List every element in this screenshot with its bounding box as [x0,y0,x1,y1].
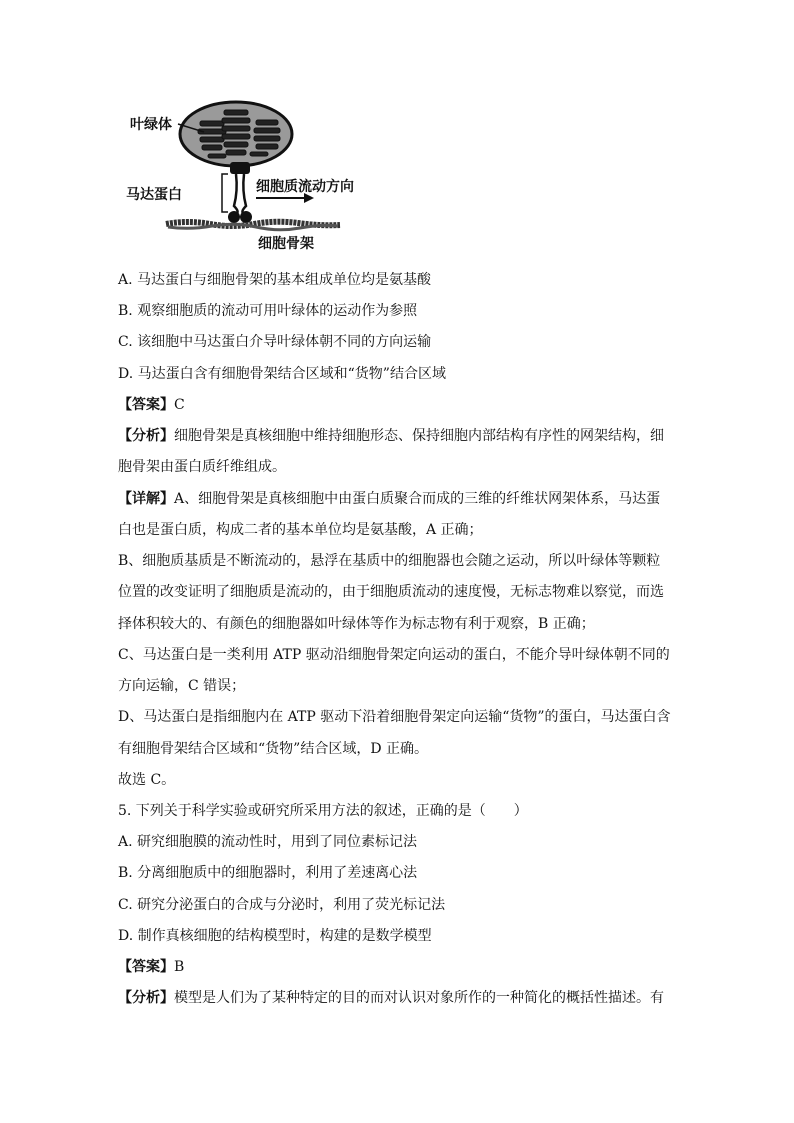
q4-analysis [118,426,664,446]
q4-option-a: A. 马达蛋白与细胞骨架的基本组成单位均是氨基酸 [118,272,432,288]
q4-option-c: C. 该细胞中马达蛋白介导叶绿体朝不同的方向运输 [118,334,432,350]
q5-option-d: D. 制作真核细胞的结构模型时，构建的是数学模型 [118,928,432,944]
cytoskeleton-label: 细胞骨架 [258,236,314,252]
q4-option-d: D. 马达蛋白含有细胞骨架结合区域和“货物”结合区域 [118,366,446,382]
detail-tag: 【详解】 [118,491,174,507]
chloroplast-motor-figure [118,96,378,256]
detail-line-2: 白也是蛋白质，构成二者的基本单位均是氨基酸，A 正确； [118,522,483,538]
analysis-text-2: 胞骨架由蛋白质纤维组成。 [118,459,286,475]
q4-detail [118,489,660,509]
analysis-text-1: 细胞骨架是真核细胞中维持细胞形态、保持细胞内部结构有序性的网架结构，细 [174,428,664,444]
q4-option-b: B. 观察细胞质的流动可用叶绿体的运动作为参照 [118,303,418,319]
motor-protein-label: 马达蛋白 [126,187,182,203]
q5-answer-tag: 【答案】 [118,959,174,975]
detail-line-3: B、细胞质基质是不断流动的，悬浮在基质中的细胞器也会随之运动，所以叶绿体等颗粒 [118,553,661,569]
answer-tag: 【答案】 [118,397,174,413]
answer-value: C [174,397,185,413]
detail-line-8: D、马达蛋白是指细胞内在 ATP 驱动下沿着细胞骨架定向运输“货物”的蛋白，马达蛋白含 [118,709,671,725]
q4-answer [118,395,185,415]
q5-analysis-tag: 【分析】 [118,990,174,1006]
flow-direction-label: 细胞质流动方向 [256,179,354,195]
detail-line-4: 位置的改变证明了细胞质是流动的，由于细胞质流动的速度慢，无标志物难以察觉，而选 [118,584,664,600]
q5-answer-value: B [174,959,185,975]
q5-option-a: A. 研究细胞膜的流动性时，用到了同位素标记法 [118,834,418,850]
q5-analysis-text: 模型是人们为了某种特定的目的而对认识对象所作的一种简化的概括性描述。有 [174,990,664,1006]
q5-stem: 5. 下列关于科学实验或研究所采用方法的叙述，正确的是（ ） [118,803,528,819]
analysis-tag: 【分析】 [118,428,174,444]
detail-line-5: 择体积较大的、有颜色的细胞器如叶绿体等作为标志物有利于观察，B 正确； [118,616,595,632]
detail-line-7: 方向运输，C 错误； [118,678,246,694]
q5-answer [118,957,184,977]
detail-line-9: 有细胞骨架结合区域和“货物”结合区域，D 正确。 [118,741,428,757]
q5-option-c: C. 研究分泌蛋白的合成与分泌时，利用了荧光标记法 [118,897,446,913]
q5-analysis [118,988,664,1008]
detail-line-6: C、马达蛋白是一类利用 ATP 驱动沿细胞骨架定向运动的蛋白，不能介导叶绿体朝不同的 [118,647,670,663]
q5-option-b: B. 分离细胞质中的细胞器时，利用了差速离心法 [118,865,418,881]
chloroplast-label: 叶绿体 [130,117,172,133]
detail-line-1: A、细胞骨架是真核细胞中由蛋白质聚合而成的三维的纤维状网架体系，马达蛋 [174,491,661,507]
detail-conclusion: 故选 C。 [118,772,176,788]
